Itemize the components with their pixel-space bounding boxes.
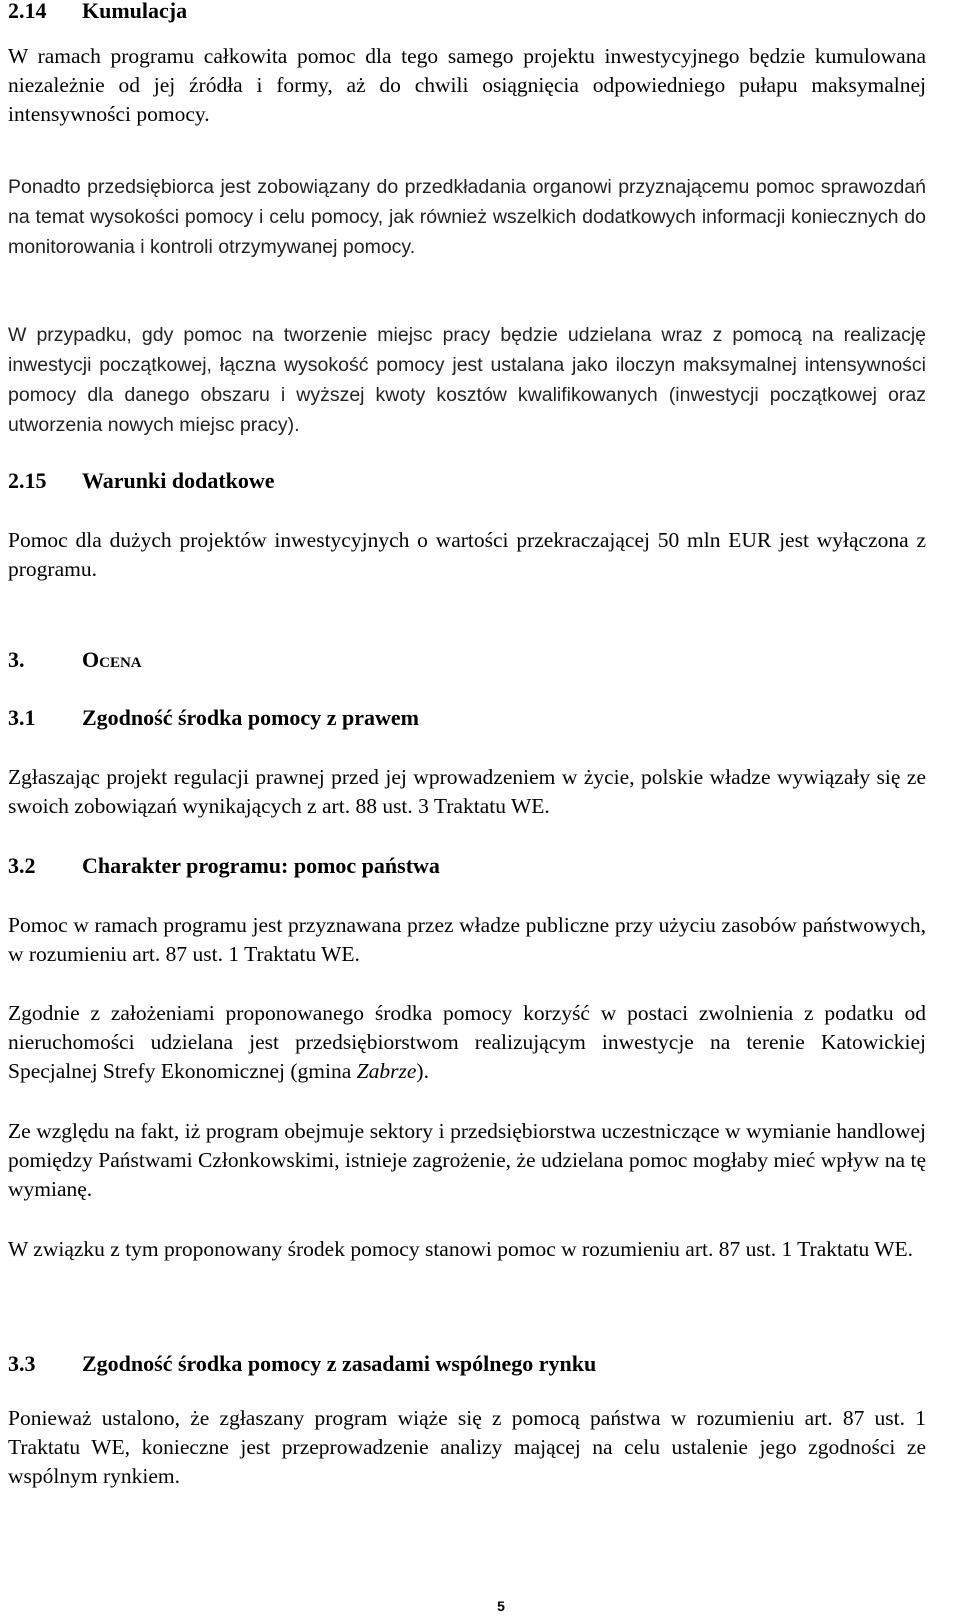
paragraph-large-projects: Pomoc dla dużych projektów inwestycyjnych o wartości przekraczającej 50 mln EUR jest wyłączona z programu. (8, 528, 926, 581)
section-heading-3-2 (8, 851, 440, 880)
paragraph-reporting: Ponadto przedsiębiorca jest zobowiązany do przedkładania organowi przyznającemu pomoc sprawozdań na temat wysokości pomocy i celu pomocy, jak również wszelkich dodatkowych informacji koniecznych do monitorowania i kontroli otrzymywanej pomocy. (8, 176, 926, 258)
paragraph-common-market: Ponieważ ustalono, że zgłaszany program wiąże się z pomocą państwa w rozumieniu art. 87 ust. 1 Traktatu WE, konieczne jest przeprowadzenie analizy mającej na celu ustalenie jego zgodności ze wspólnym rynkiem. (8, 1406, 926, 1488)
section-number: 3. (8, 647, 25, 672)
section-heading-3 (8, 645, 142, 674)
section-heading-2-15 (8, 466, 275, 495)
paragraph-tax-exemption: Zgodnie z założeniami proponowanego środka pomocy korzyść w postaci zwolnienia z podatku od nieruchomości udzielana jest przedsiębiorstwom realizującym inwestycje na terenie Katowickiej Specjalnej Strefy Ekonomicznej (gmina Zabrze). (8, 1001, 926, 1083)
section-number: 3.1 (8, 705, 36, 730)
section-number: 3.3 (8, 1351, 36, 1376)
paragraph-job-creation: W przypadku, gdy pomoc na tworzenie miejsc pracy będzie udzielana wraz z pomocą na realizację inwestycji początkowej, łączna wysokość pomocy jest ustalana jako iloczyn maksymalnej intensywności pomocy dla danego obszaru i wyższej kwoty kosztów kwalifikowanych (inwestycji początkowej oraz utworzenia nowych miejsc pracy). (8, 324, 926, 436)
paragraph-trade-effect: Ze względu na fakt, iż program obejmuje sektory i przedsiębiorstwa uczestniczące w wymianie handlowej pomiędzy Państwami Członkowskimi, istnieje zagrożenie, że udzielana pomoc mogłaby mieć wpływ na tę wymianę. (8, 1119, 926, 1201)
italic-municipality: Zabrze (356, 1059, 417, 1083)
section-title: Zgodność środka pomocy z zasadami wspólnego rynku (82, 1351, 597, 1376)
section-heading-3-3 (8, 1349, 596, 1378)
section-heading-2-14 (8, 0, 187, 25)
page-number: 5 (497, 1598, 505, 1614)
section-number: 3.2 (8, 853, 36, 878)
section-number: 2.14 (8, 0, 47, 23)
section-heading-3-1 (8, 703, 419, 732)
paragraph-cumulation: W ramach programu całkowita pomoc dla tego samego projektu inwestycyjnego będzie kumulowana niezależnie od jej źródła i formy, aż do chwili osiągnięcia odpowiedniego pułapu maksymalnej intensywności pomocy. (8, 44, 926, 126)
section-title: Kumulacja (82, 0, 188, 23)
paragraph-public-authorities: Pomoc w ramach programu jest przyznawana przez władze publiczne przy użyciu zasobów państwowych, w rozumieniu art. 87 ust. 1 Traktatu WE. (8, 913, 926, 966)
paragraph-legality: Zgłaszając projekt regulacji prawnej przed jej wprowadzeniem w życie, polskie władze wywiązały się ze swoich zobowiązań wynikających z art. 88 ust. 3 Traktatu WE. (8, 765, 926, 818)
paragraph-state-aid-conclusion: W związku z tym proponowany środek pomocy stanowi pomoc w rozumieniu art. 87 ust. 1 Traktatu WE. (8, 1237, 914, 1261)
section-title: Zgodność środka pomocy z prawem (82, 705, 419, 730)
section-title: Charakter programu: pomoc państwa (82, 853, 440, 878)
section-title: Warunki dodatkowe (82, 468, 275, 493)
section-number: 2.15 (8, 468, 47, 493)
section-title: Ocena (82, 647, 142, 672)
